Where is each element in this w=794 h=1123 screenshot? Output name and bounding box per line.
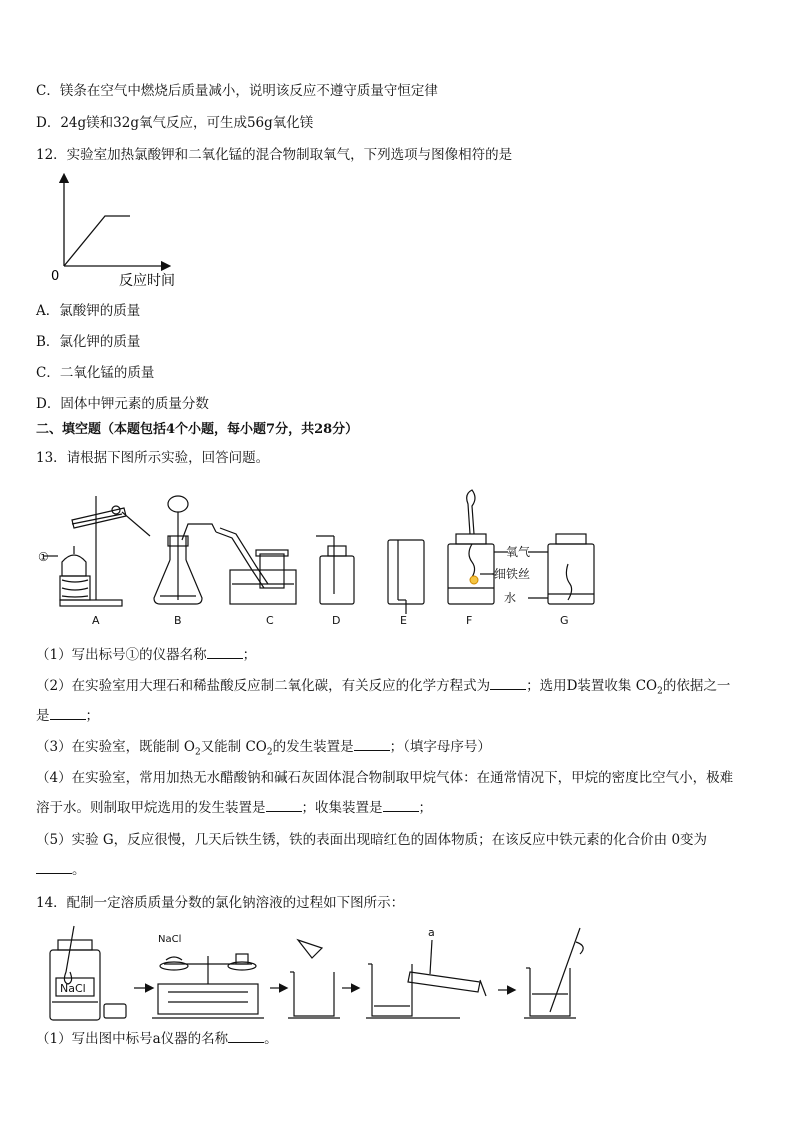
q13-part4-line2: 溶于水。则制取甲烷选用的发生装置是 ；收集装置是 ； (36, 800, 432, 816)
apparatus-e (388, 540, 424, 614)
q12-origin: 0 (51, 269, 60, 284)
section-title: 二、填空题（本题包括4个小题，每小题7分，共28分） (36, 422, 359, 437)
q12-graph (44, 172, 194, 290)
q12-x-label: 反应时间 (119, 273, 175, 289)
label-e: E (400, 614, 407, 627)
q13-part5-line2: 。 (36, 861, 86, 879)
label-g: G (560, 614, 569, 627)
q13-part1: （1）写出标号①的仪器名称 ； (36, 647, 257, 663)
label-b: B (174, 614, 182, 627)
beaker-with-solid (288, 940, 340, 1018)
q13-part2-line1: （2）在实验室用大理石和稀盐酸反应制二氧化碳，有关反应的化学方程式为 ；选用D装置收集 $CO_2$的依据之一 (36, 678, 731, 697)
q12-option-d: D．固体中钾元素的质量分数 (36, 396, 209, 412)
apparatus-a (44, 496, 150, 606)
apparatus-d (316, 536, 354, 604)
beaker-stirring (524, 928, 583, 1018)
answer-blank-4b[interactable] (383, 799, 419, 812)
q12-curve (64, 216, 130, 266)
q11-option-c: C．镁条在空气中燃烧后质量减小，说明该反应不遵守质量守恒定律 (36, 83, 438, 99)
q12-option-c: C．二氧化锰的质量 (36, 365, 155, 381)
label-d: D (332, 614, 341, 627)
apparatus-c (216, 528, 296, 604)
q13-part3: （3）在实验室，既能制 $O_2$又能制 $CO_2$的发生装置是 ；（填字母序号） (36, 739, 491, 758)
q14-stem: 14．配制一定溶质质量分数的氯化钠溶液的过程如下图所示： (36, 895, 405, 911)
answer-blank-2b[interactable] (50, 707, 86, 720)
label-iron-wire: 细铁丝 (494, 567, 531, 581)
q14-part1: （1）写出图中标号a仪器的名称 。 (36, 1031, 278, 1047)
q13-part4-line1: （4）在实验室，常用加热无水醋酸钠和碱石灰固体混合物制取甲烷气体：在通常情况下，甲烷的密度比空气小，极难 (36, 770, 734, 786)
beaker-pouring (366, 940, 486, 1018)
q13-part2-line2: 是 ； (36, 708, 99, 724)
q12-option-b: B．氯化钾的质量 (36, 334, 141, 350)
balance (152, 954, 264, 1018)
answer-blank-5[interactable] (36, 861, 72, 874)
q11-option-d: D．24g镁和32g氧气反应，可生成56g氧化镁 (36, 115, 314, 131)
label-nacl-balance: NaCl (158, 934, 182, 945)
label-oxygen: 氧气 (506, 545, 531, 559)
label-a-instrument: a (428, 926, 435, 939)
answer-blank-4a[interactable] (266, 799, 302, 812)
apparatus-g (528, 534, 594, 604)
q12-option-a: A．氯酸钾的质量 (36, 303, 141, 319)
label-a: A (92, 614, 100, 627)
answer-blank-3[interactable] (354, 738, 390, 751)
apparatus-f (448, 490, 508, 604)
label-nacl-bottle: NaCl (60, 982, 86, 995)
apparatus-b (154, 496, 216, 604)
label-water: 水 (504, 591, 517, 605)
q14-solution-prep-figure (40, 918, 640, 1024)
nacl-bottle (50, 926, 100, 1020)
answer-blank-2a[interactable] (490, 677, 526, 690)
q13-part5-line1: （5）实验 G，反应很慢，几天后铁生锈，铁的表面出现暗红色的固体物质；在该反应中铁元素的化合价由 0变为 (36, 832, 708, 848)
q12-stem: 12．实验室加热氯酸钾和二氧化锰的混合物制取氧气，下列选项与图像相符的是 (36, 147, 513, 163)
label-c: C (266, 614, 274, 627)
apparatus-a-marker: ① (38, 550, 49, 564)
label-f: F (466, 614, 473, 627)
answer-blank-1[interactable] (207, 646, 243, 659)
bottle-stopper (104, 1004, 126, 1018)
answer-blank-q14[interactable] (228, 1030, 264, 1043)
q13-apparatus-figure (38, 484, 598, 632)
q13-stem: 13．请根据下图所示实验，回答问题。 (36, 450, 270, 466)
